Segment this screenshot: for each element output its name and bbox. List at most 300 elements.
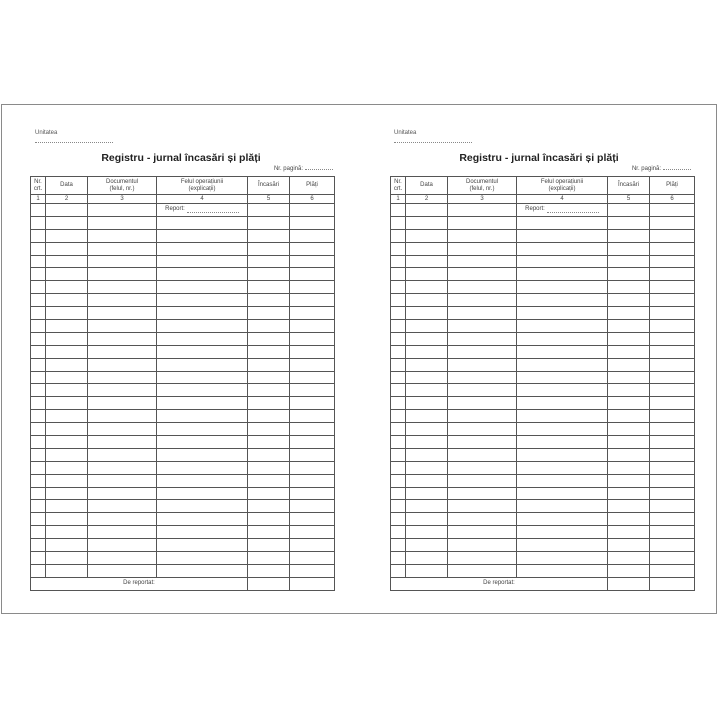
register-cell[interactable]	[608, 371, 650, 384]
register-cell[interactable]	[406, 526, 448, 539]
register-cell[interactable]	[406, 397, 448, 410]
register-cell[interactable]	[391, 423, 406, 436]
register-cell[interactable]	[46, 436, 88, 449]
register-cell[interactable]	[290, 500, 335, 513]
register-cell[interactable]	[650, 281, 695, 294]
register-cell[interactable]	[406, 474, 448, 487]
register-cell[interactable]	[406, 461, 448, 474]
register-cell[interactable]	[157, 436, 248, 449]
register-cell[interactable]	[290, 345, 335, 358]
register-cell[interactable]	[157, 358, 248, 371]
register-cell[interactable]	[88, 294, 157, 307]
register-cell[interactable]	[608, 268, 650, 281]
register-cell[interactable]	[248, 332, 290, 345]
register-cell[interactable]	[290, 268, 335, 281]
register-cell[interactable]	[391, 307, 406, 320]
register-cell[interactable]	[391, 552, 406, 565]
register-cell[interactable]	[290, 216, 335, 229]
register-cell[interactable]	[157, 564, 248, 577]
register-cell[interactable]	[517, 539, 608, 552]
register-cell[interactable]	[31, 268, 46, 281]
register-cell[interactable]	[248, 204, 290, 217]
register-cell[interactable]	[88, 474, 157, 487]
register-cell[interactable]	[650, 423, 695, 436]
register-cell[interactable]	[248, 216, 290, 229]
register-cell[interactable]	[290, 513, 335, 526]
register-cell[interactable]	[517, 500, 608, 513]
register-cell[interactable]	[406, 229, 448, 242]
register-cell[interactable]	[248, 384, 290, 397]
register-cell[interactable]	[248, 229, 290, 242]
register-cell[interactable]	[650, 384, 695, 397]
register-cell[interactable]	[448, 294, 517, 307]
register-cell[interactable]	[46, 229, 88, 242]
register-cell[interactable]	[248, 423, 290, 436]
register-cell[interactable]	[650, 307, 695, 320]
register-cell[interactable]	[517, 371, 608, 384]
register-cell[interactable]	[608, 384, 650, 397]
register-cell[interactable]	[650, 513, 695, 526]
register-cell[interactable]	[290, 397, 335, 410]
register-cell[interactable]	[31, 539, 46, 552]
register-cell[interactable]	[31, 255, 46, 268]
register-cell[interactable]	[391, 474, 406, 487]
register-cell[interactable]	[406, 242, 448, 255]
register-cell[interactable]	[391, 461, 406, 474]
register-cell[interactable]	[608, 281, 650, 294]
register-cell[interactable]	[448, 216, 517, 229]
register-cell[interactable]	[46, 487, 88, 500]
register-cell[interactable]	[391, 255, 406, 268]
register-cell[interactable]	[608, 294, 650, 307]
register-cell[interactable]	[46, 513, 88, 526]
register-cell[interactable]	[31, 307, 46, 320]
register-cell[interactable]	[31, 564, 46, 577]
register-cell[interactable]	[290, 255, 335, 268]
register-cell[interactable]	[608, 255, 650, 268]
register-cell[interactable]	[157, 371, 248, 384]
register-cell[interactable]	[650, 242, 695, 255]
register-cell[interactable]	[248, 268, 290, 281]
register-cell[interactable]	[406, 345, 448, 358]
register-cell[interactable]	[157, 448, 248, 461]
register-cell[interactable]	[650, 397, 695, 410]
register-cell[interactable]	[290, 461, 335, 474]
register-cell[interactable]	[448, 204, 517, 217]
register-cell[interactable]	[31, 552, 46, 565]
register-cell[interactable]	[157, 268, 248, 281]
register-cell[interactable]	[88, 345, 157, 358]
register-cell[interactable]	[248, 358, 290, 371]
register-cell[interactable]	[608, 242, 650, 255]
register-cell[interactable]	[517, 229, 608, 242]
register-cell[interactable]	[608, 564, 650, 577]
register-cell[interactable]	[290, 242, 335, 255]
register-cell[interactable]	[290, 448, 335, 461]
register-cell[interactable]	[46, 461, 88, 474]
register-cell[interactable]	[248, 513, 290, 526]
register-cell[interactable]	[157, 539, 248, 552]
register-cell[interactable]	[517, 345, 608, 358]
register-cell[interactable]	[157, 345, 248, 358]
register-cell[interactable]	[517, 294, 608, 307]
register-cell[interactable]	[391, 397, 406, 410]
register-cell[interactable]	[46, 384, 88, 397]
register-cell[interactable]	[31, 436, 46, 449]
register-cell[interactable]	[248, 487, 290, 500]
register-cell[interactable]	[46, 332, 88, 345]
register-cell[interactable]	[88, 371, 157, 384]
register-cell[interactable]	[391, 320, 406, 333]
register-cell[interactable]	[46, 204, 88, 217]
register-cell[interactable]	[248, 448, 290, 461]
register-cell[interactable]	[448, 448, 517, 461]
register-cell[interactable]	[448, 487, 517, 500]
register-cell[interactable]	[248, 474, 290, 487]
register-cell[interactable]	[391, 229, 406, 242]
carry-forward-incasari-cell[interactable]	[608, 577, 650, 590]
register-cell[interactable]	[88, 268, 157, 281]
register-cell[interactable]	[517, 448, 608, 461]
register-cell[interactable]	[391, 448, 406, 461]
register-cell[interactable]	[448, 474, 517, 487]
register-cell[interactable]	[290, 564, 335, 577]
register-cell[interactable]	[650, 358, 695, 371]
register-cell[interactable]	[248, 307, 290, 320]
register-cell[interactable]	[290, 307, 335, 320]
register-cell[interactable]	[290, 204, 335, 217]
register-cell[interactable]	[157, 410, 248, 423]
register-cell[interactable]	[248, 320, 290, 333]
register-cell[interactable]	[448, 539, 517, 552]
register-cell[interactable]	[406, 320, 448, 333]
register-cell[interactable]	[157, 255, 248, 268]
register-cell[interactable]	[46, 320, 88, 333]
register-cell[interactable]	[448, 500, 517, 513]
register-cell[interactable]	[290, 281, 335, 294]
register-cell[interactable]	[31, 384, 46, 397]
carry-forward-plati-cell[interactable]	[290, 577, 335, 590]
register-cell[interactable]	[608, 358, 650, 371]
register-cell[interactable]	[650, 500, 695, 513]
register-cell[interactable]	[608, 474, 650, 487]
register-cell[interactable]	[391, 332, 406, 345]
register-cell[interactable]	[650, 461, 695, 474]
register-cell[interactable]	[448, 320, 517, 333]
register-cell[interactable]	[448, 332, 517, 345]
register-cell[interactable]	[608, 307, 650, 320]
register-cell[interactable]	[391, 281, 406, 294]
register-cell[interactable]	[448, 358, 517, 371]
register-cell[interactable]	[46, 500, 88, 513]
register-cell[interactable]	[391, 204, 406, 217]
register-cell[interactable]	[46, 242, 88, 255]
register-cell[interactable]	[406, 358, 448, 371]
register-cell[interactable]	[31, 371, 46, 384]
register-cell[interactable]	[448, 268, 517, 281]
register-cell[interactable]	[406, 332, 448, 345]
register-cell[interactable]	[88, 384, 157, 397]
register-cell[interactable]	[290, 423, 335, 436]
register-cell[interactable]	[448, 371, 517, 384]
register-cell[interactable]	[517, 358, 608, 371]
register-cell[interactable]	[157, 332, 248, 345]
register-cell[interactable]	[157, 294, 248, 307]
register-cell[interactable]	[248, 539, 290, 552]
register-cell[interactable]	[608, 552, 650, 565]
register-cell[interactable]	[157, 281, 248, 294]
register-cell[interactable]	[406, 552, 448, 565]
register-cell[interactable]	[157, 423, 248, 436]
register-cell[interactable]	[248, 526, 290, 539]
register-cell[interactable]	[248, 500, 290, 513]
register-cell[interactable]	[290, 320, 335, 333]
register-cell[interactable]	[31, 487, 46, 500]
register-cell[interactable]	[517, 410, 608, 423]
register-cell[interactable]	[248, 397, 290, 410]
register-cell[interactable]	[391, 384, 406, 397]
register-cell[interactable]	[46, 307, 88, 320]
register-cell[interactable]	[517, 307, 608, 320]
register-cell[interactable]	[650, 294, 695, 307]
register-cell[interactable]	[406, 294, 448, 307]
register-cell[interactable]	[448, 410, 517, 423]
register-cell[interactable]	[290, 552, 335, 565]
register-cell[interactable]	[517, 526, 608, 539]
register-cell[interactable]	[608, 539, 650, 552]
register-cell[interactable]	[650, 487, 695, 500]
register-cell[interactable]	[31, 500, 46, 513]
register-cell[interactable]	[157, 307, 248, 320]
register-cell[interactable]	[248, 345, 290, 358]
register-cell[interactable]	[448, 513, 517, 526]
register-cell[interactable]	[608, 332, 650, 345]
register-cell[interactable]	[157, 229, 248, 242]
register-cell[interactable]	[88, 513, 157, 526]
register-cell[interactable]	[517, 397, 608, 410]
report-cell[interactable]	[517, 204, 608, 217]
register-cell[interactable]	[31, 204, 46, 217]
register-cell[interactable]	[46, 345, 88, 358]
register-cell[interactable]	[31, 423, 46, 436]
register-cell[interactable]	[290, 229, 335, 242]
register-cell[interactable]	[157, 513, 248, 526]
register-cell[interactable]	[406, 448, 448, 461]
register-cell[interactable]	[650, 552, 695, 565]
register-cell[interactable]	[448, 552, 517, 565]
register-cell[interactable]	[608, 500, 650, 513]
register-cell[interactable]	[88, 307, 157, 320]
register-cell[interactable]	[517, 564, 608, 577]
register-cell[interactable]	[290, 539, 335, 552]
register-cell[interactable]	[391, 500, 406, 513]
register-cell[interactable]	[31, 345, 46, 358]
register-cell[interactable]	[88, 204, 157, 217]
register-cell[interactable]	[391, 294, 406, 307]
register-cell[interactable]	[46, 397, 88, 410]
register-cell[interactable]	[406, 410, 448, 423]
register-cell[interactable]	[517, 242, 608, 255]
register-cell[interactable]	[608, 423, 650, 436]
register-cell[interactable]	[157, 397, 248, 410]
register-cell[interactable]	[88, 255, 157, 268]
register-cell[interactable]	[31, 461, 46, 474]
register-cell[interactable]	[46, 255, 88, 268]
register-cell[interactable]	[391, 242, 406, 255]
register-cell[interactable]	[650, 564, 695, 577]
register-cell[interactable]	[248, 461, 290, 474]
register-cell[interactable]	[248, 281, 290, 294]
register-cell[interactable]	[46, 423, 88, 436]
register-cell[interactable]	[290, 371, 335, 384]
register-cell[interactable]	[391, 268, 406, 281]
register-cell[interactable]	[391, 487, 406, 500]
register-cell[interactable]	[248, 436, 290, 449]
register-cell[interactable]	[650, 539, 695, 552]
register-cell[interactable]	[650, 255, 695, 268]
register-cell[interactable]	[46, 294, 88, 307]
register-cell[interactable]	[157, 384, 248, 397]
register-cell[interactable]	[46, 410, 88, 423]
register-cell[interactable]	[88, 229, 157, 242]
register-cell[interactable]	[46, 281, 88, 294]
register-cell[interactable]	[391, 539, 406, 552]
register-cell[interactable]	[517, 320, 608, 333]
register-cell[interactable]	[406, 307, 448, 320]
register-cell[interactable]	[46, 448, 88, 461]
register-cell[interactable]	[448, 526, 517, 539]
register-cell[interactable]	[46, 474, 88, 487]
register-cell[interactable]	[157, 216, 248, 229]
register-cell[interactable]	[650, 410, 695, 423]
register-cell[interactable]	[517, 268, 608, 281]
register-cell[interactable]	[517, 461, 608, 474]
register-cell[interactable]	[157, 320, 248, 333]
register-cell[interactable]	[406, 384, 448, 397]
register-cell[interactable]	[248, 410, 290, 423]
register-cell[interactable]	[391, 216, 406, 229]
register-cell[interactable]	[31, 513, 46, 526]
register-cell[interactable]	[31, 229, 46, 242]
register-cell[interactable]	[608, 487, 650, 500]
register-cell[interactable]	[88, 461, 157, 474]
register-cell[interactable]	[608, 204, 650, 217]
register-cell[interactable]	[290, 474, 335, 487]
register-cell[interactable]	[31, 358, 46, 371]
register-cell[interactable]	[448, 436, 517, 449]
register-cell[interactable]	[290, 436, 335, 449]
register-cell[interactable]	[650, 229, 695, 242]
carry-forward-incasari-cell[interactable]	[248, 577, 290, 590]
register-cell[interactable]	[46, 564, 88, 577]
register-cell[interactable]	[608, 436, 650, 449]
register-cell[interactable]	[157, 474, 248, 487]
register-cell[interactable]	[608, 320, 650, 333]
register-cell[interactable]	[608, 216, 650, 229]
register-cell[interactable]	[391, 564, 406, 577]
register-cell[interactable]	[46, 216, 88, 229]
register-cell[interactable]	[88, 358, 157, 371]
register-cell[interactable]	[517, 255, 608, 268]
register-cell[interactable]	[406, 500, 448, 513]
register-cell[interactable]	[448, 281, 517, 294]
register-cell[interactable]	[248, 552, 290, 565]
register-cell[interactable]	[31, 294, 46, 307]
register-cell[interactable]	[88, 216, 157, 229]
register-cell[interactable]	[391, 358, 406, 371]
register-cell[interactable]	[88, 397, 157, 410]
register-cell[interactable]	[88, 448, 157, 461]
register-cell[interactable]	[46, 552, 88, 565]
register-cell[interactable]	[517, 436, 608, 449]
register-cell[interactable]	[157, 461, 248, 474]
register-cell[interactable]	[46, 539, 88, 552]
register-cell[interactable]	[650, 448, 695, 461]
carry-forward-plati-cell[interactable]	[650, 577, 695, 590]
register-cell[interactable]	[248, 371, 290, 384]
register-cell[interactable]	[406, 255, 448, 268]
register-cell[interactable]	[248, 242, 290, 255]
register-cell[interactable]	[391, 410, 406, 423]
register-cell[interactable]	[406, 436, 448, 449]
register-cell[interactable]	[406, 564, 448, 577]
register-cell[interactable]	[448, 384, 517, 397]
register-cell[interactable]	[448, 345, 517, 358]
register-cell[interactable]	[608, 229, 650, 242]
register-cell[interactable]	[406, 281, 448, 294]
register-cell[interactable]	[406, 371, 448, 384]
register-cell[interactable]	[88, 242, 157, 255]
register-cell[interactable]	[88, 500, 157, 513]
register-cell[interactable]	[157, 500, 248, 513]
register-cell[interactable]	[517, 384, 608, 397]
register-cell[interactable]	[157, 552, 248, 565]
register-cell[interactable]	[650, 371, 695, 384]
register-cell[interactable]	[391, 371, 406, 384]
register-cell[interactable]	[517, 487, 608, 500]
register-cell[interactable]	[517, 552, 608, 565]
register-cell[interactable]	[608, 448, 650, 461]
register-cell[interactable]	[517, 216, 608, 229]
register-cell[interactable]	[46, 526, 88, 539]
register-cell[interactable]	[406, 216, 448, 229]
register-cell[interactable]	[31, 397, 46, 410]
register-cell[interactable]	[650, 320, 695, 333]
register-cell[interactable]	[290, 384, 335, 397]
register-cell[interactable]	[88, 552, 157, 565]
register-cell[interactable]	[406, 487, 448, 500]
register-cell[interactable]	[406, 539, 448, 552]
register-cell[interactable]	[157, 242, 248, 255]
register-cell[interactable]	[31, 242, 46, 255]
register-cell[interactable]	[448, 307, 517, 320]
register-cell[interactable]	[650, 332, 695, 345]
register-cell[interactable]	[290, 294, 335, 307]
register-cell[interactable]	[46, 371, 88, 384]
register-cell[interactable]	[608, 410, 650, 423]
register-cell[interactable]	[650, 216, 695, 229]
register-cell[interactable]	[88, 564, 157, 577]
register-cell[interactable]	[608, 513, 650, 526]
register-cell[interactable]	[31, 320, 46, 333]
register-cell[interactable]	[88, 436, 157, 449]
register-cell[interactable]	[448, 461, 517, 474]
register-cell[interactable]	[650, 204, 695, 217]
register-cell[interactable]	[88, 332, 157, 345]
register-cell[interactable]	[517, 513, 608, 526]
register-cell[interactable]	[290, 410, 335, 423]
register-cell[interactable]	[517, 332, 608, 345]
